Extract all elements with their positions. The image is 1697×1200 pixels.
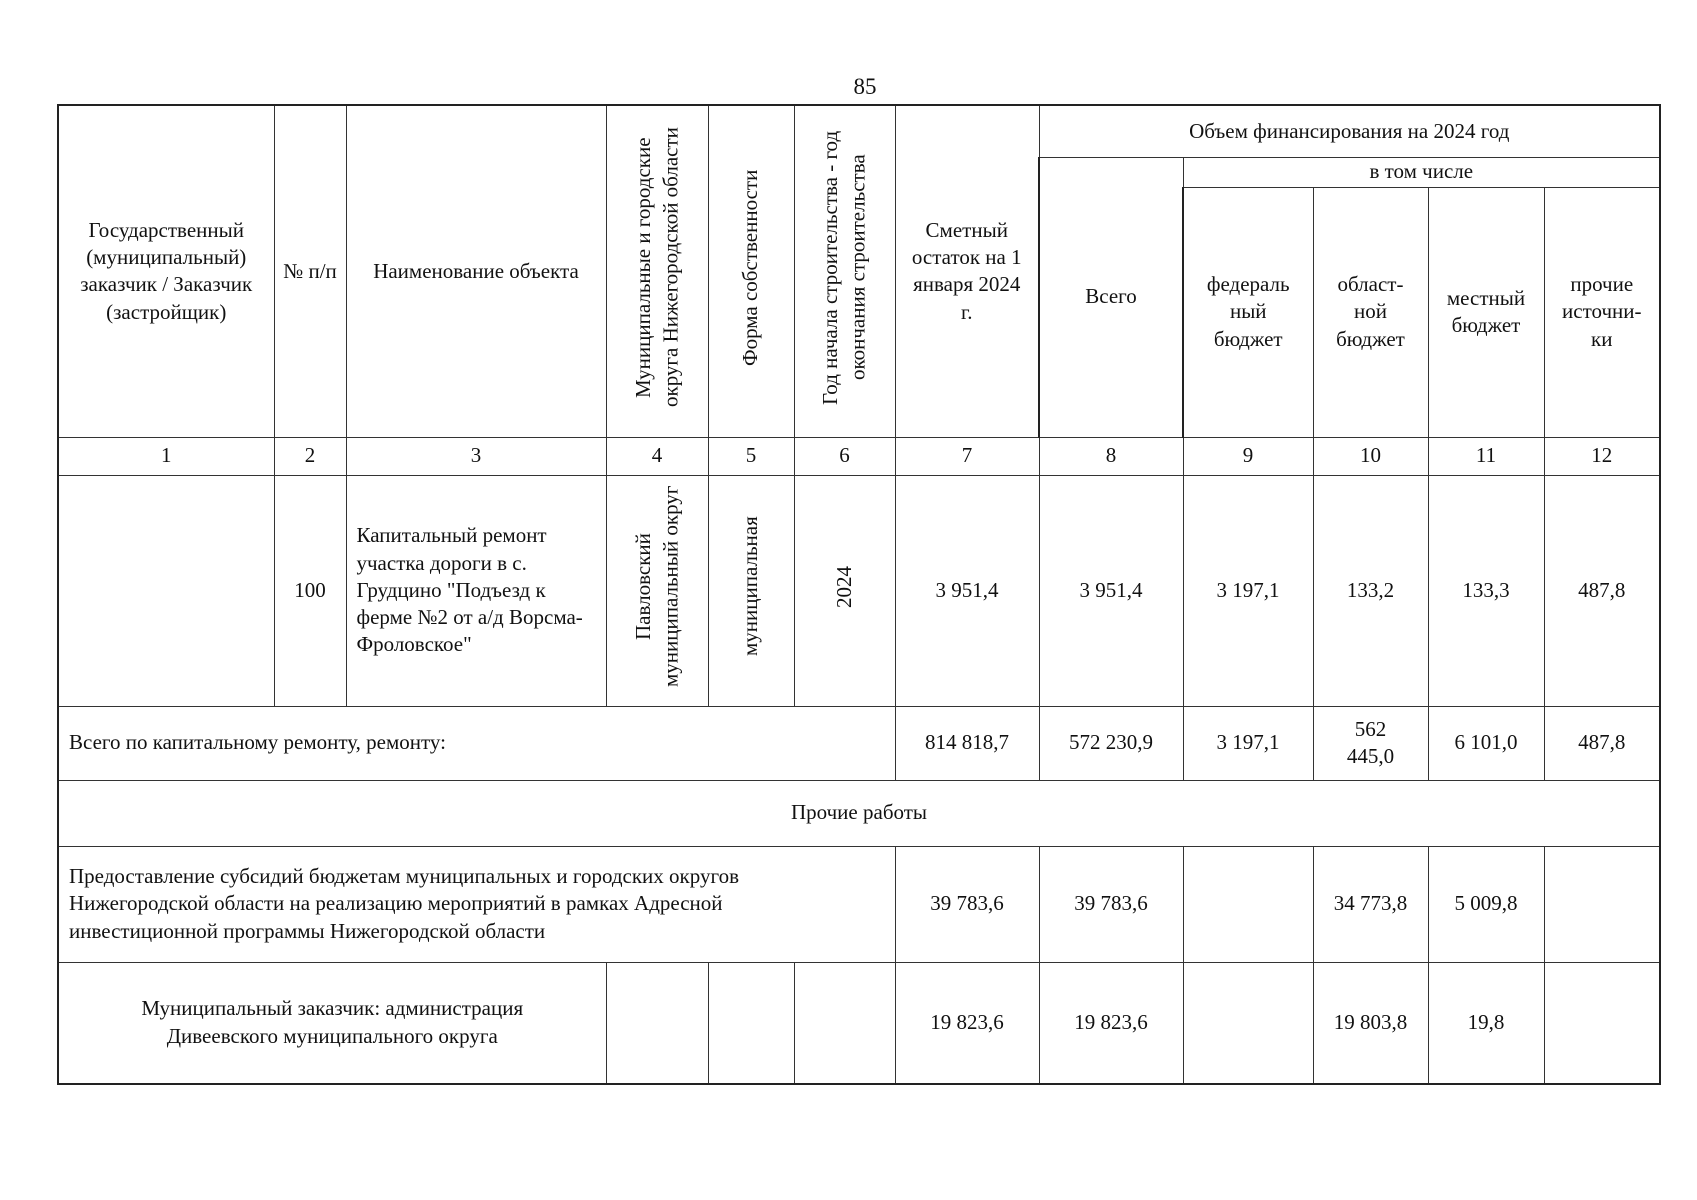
header-customer: Государственный (муниципальный) заказчик / Заказчик (застройщик) (58, 105, 274, 437)
municipal-total: 19 823,6 (1039, 962, 1183, 1084)
header-funding-group: Объем финансирования на 2024 год (1039, 105, 1660, 157)
object-local: 133,3 (1428, 475, 1544, 706)
subsidy-other (1544, 846, 1660, 962)
header-object-name: Наименование объекта (346, 105, 606, 437)
subsidy-federal (1183, 846, 1313, 962)
table-row (58, 475, 1660, 706)
header-federal: федераль ный бюджет (1183, 187, 1313, 437)
object-federal: 3 197,1 (1183, 475, 1313, 706)
section-title: Прочие работы (58, 780, 1660, 846)
column-number: 4 (606, 437, 708, 475)
header-regional: област-ной бюджет (1313, 187, 1428, 437)
column-number: 7 (895, 437, 1039, 475)
object-ownership (708, 475, 794, 706)
column-number: 8 (1039, 437, 1183, 475)
header-years-text: Год начала строительства - год окончания строительства (818, 130, 870, 405)
header-other: прочие источни-ки (1544, 187, 1660, 437)
total-label: Всего по капитальному ремонту, ремонту: (58, 706, 895, 780)
column-number: 5 (708, 437, 794, 475)
total-federal: 3 197,1 (1183, 706, 1313, 780)
subsidy-total: 39 783,6 (1039, 846, 1183, 962)
table-row (58, 780, 1660, 846)
object-years (794, 475, 895, 706)
total-estimate-remainder: 814 818,7 (895, 706, 1039, 780)
municipal-local: 19,8 (1428, 962, 1544, 1084)
header-number: № п/п (274, 105, 346, 437)
financing-table (57, 104, 1661, 1085)
object-regional: 133,2 (1313, 475, 1428, 706)
total-total: 572 230,9 (1039, 706, 1183, 780)
object-district-text: Павловский муниципальный округ (630, 486, 682, 688)
column-number: 3 (346, 437, 606, 475)
object-number: 100 (274, 475, 346, 706)
municipal-other (1544, 962, 1660, 1084)
municipal-years (794, 962, 895, 1084)
column-number: 11 (1428, 437, 1544, 475)
column-number: 6 (794, 437, 895, 475)
table-row (58, 962, 1660, 1084)
header-ownership-text: Форма собственности (738, 169, 763, 366)
object-ownership-text: муниципальная (738, 516, 763, 657)
column-number: 12 (1544, 437, 1660, 475)
column-number: 1 (58, 437, 274, 475)
header-total: Всего (1039, 157, 1183, 437)
header-including: в том числе (1183, 157, 1660, 187)
header-ownership (708, 105, 794, 437)
municipal-regional: 19 803,8 (1313, 962, 1428, 1084)
municipal-ownership (708, 962, 794, 1084)
subsidy-regional: 34 773,8 (1313, 846, 1428, 962)
page-number: 85 (853, 74, 877, 99)
header-local: местный бюджет (1428, 187, 1544, 437)
column-number: 10 (1313, 437, 1428, 475)
object-years-text: 2024 (831, 565, 856, 608)
object-customer (58, 475, 274, 706)
object-other: 487,8 (1544, 475, 1660, 706)
header-estimate-remainder: Сметный остаток на 1 января 2024 г. (895, 105, 1039, 437)
municipal-estimate-remainder: 19 823,6 (895, 962, 1039, 1084)
object-total: 3 951,4 (1039, 475, 1183, 706)
table-row (58, 706, 1660, 780)
header-districts-text: Муниципальные и городские округа Нижегородской области (630, 127, 682, 408)
subsidy-label: Предоставление субсидий бюджетам муниципальных и городских округов Нижегородской области на реализацию мероприятий в рамках Адресной инвестиционной программы Нижегородской области (58, 846, 895, 962)
municipal-label: Муниципальный заказчик: администрация Дивеевского муниципального округа (58, 962, 606, 1084)
object-name: Капитальный ремонт участка дороги в с. Грудцино "Подъезд к ферме №2 от а/д Ворсма-Фроловское" (346, 475, 606, 706)
total-other: 487,8 (1544, 706, 1660, 780)
subsidy-local: 5 009,8 (1428, 846, 1544, 962)
header-years (794, 105, 895, 437)
subsidy-estimate-remainder: 39 783,6 (895, 846, 1039, 962)
table-row (58, 846, 1660, 962)
column-number: 9 (1183, 437, 1313, 475)
total-regional: 562 445,0 (1313, 706, 1428, 780)
municipal-district (606, 962, 708, 1084)
header-districts (606, 105, 708, 437)
total-local: 6 101,0 (1428, 706, 1544, 780)
column-number: 2 (274, 437, 346, 475)
object-district (606, 475, 708, 706)
municipal-federal (1183, 962, 1313, 1084)
object-estimate-remainder: 3 951,4 (895, 475, 1039, 706)
